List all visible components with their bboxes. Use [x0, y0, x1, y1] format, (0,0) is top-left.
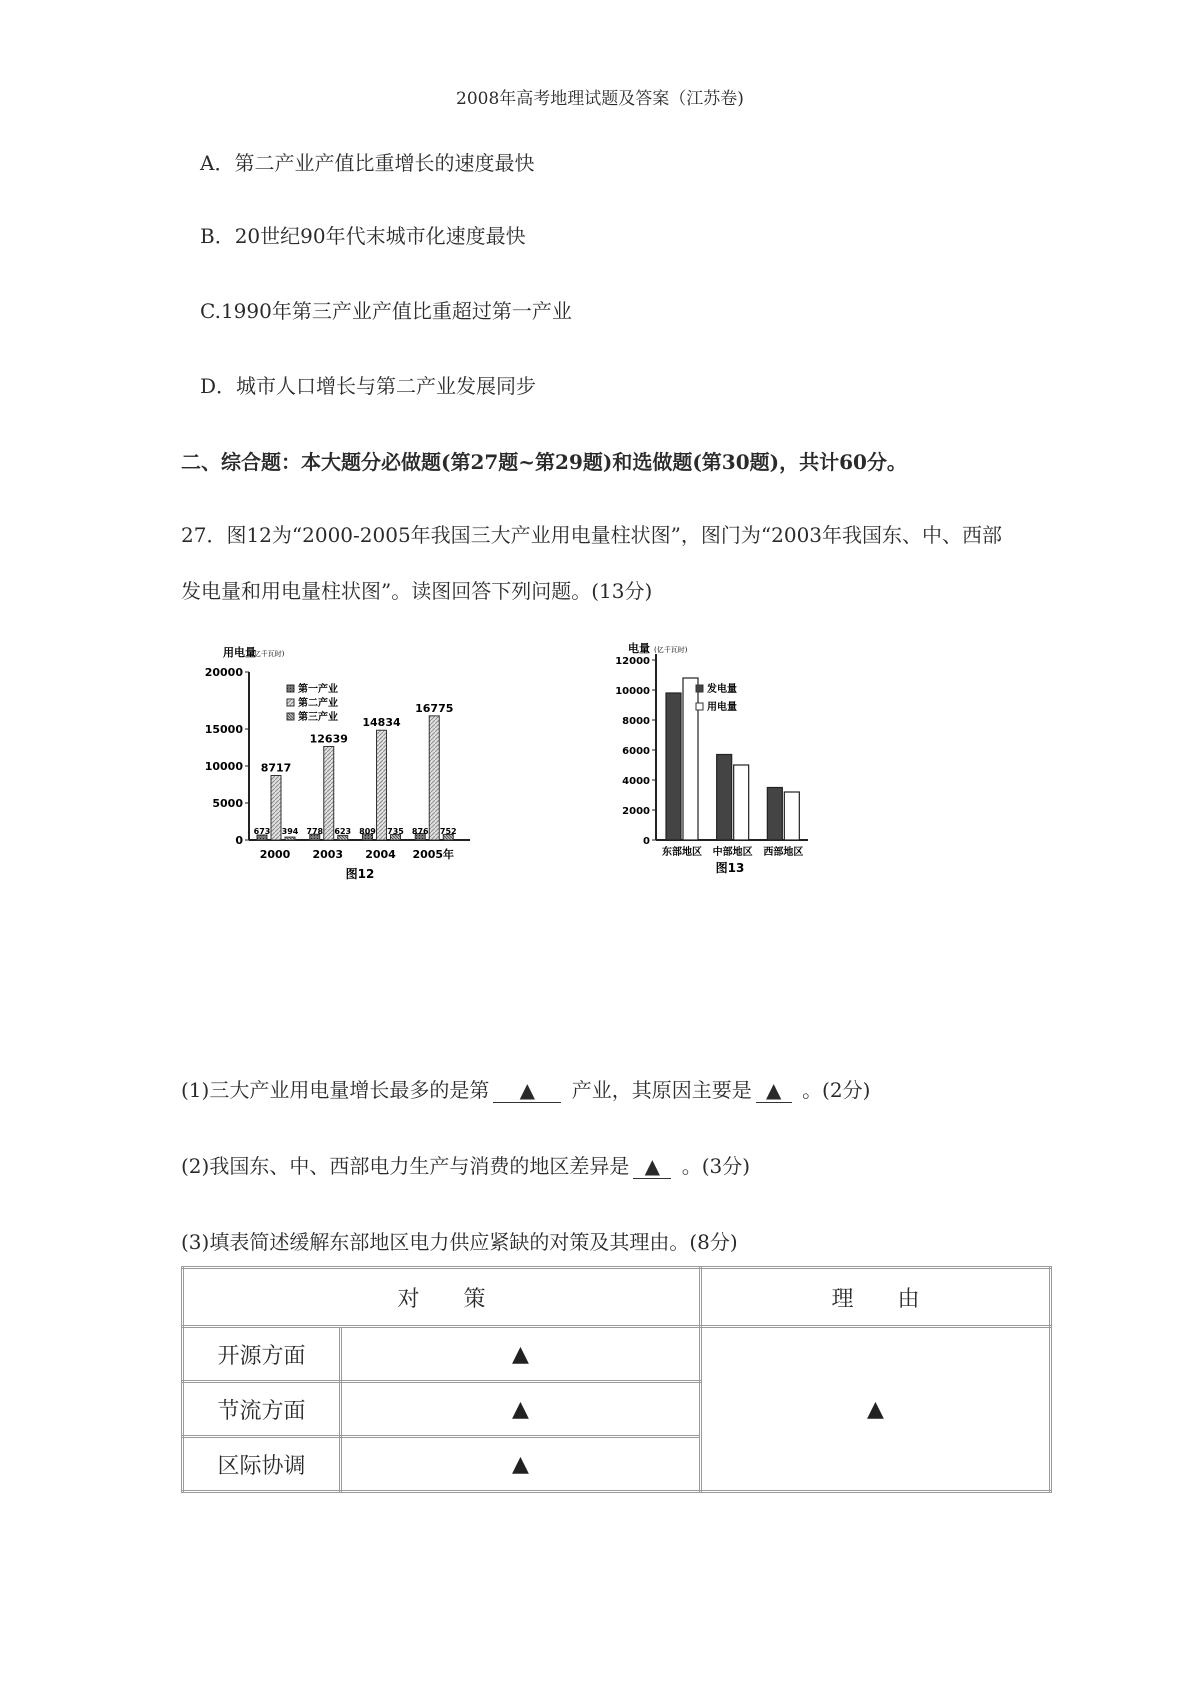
row-label-kaiyuan: 开源方面: [183, 1327, 341, 1382]
chart12-legend-label: 第二产业: [298, 698, 338, 709]
chart13-category-label: 西部地区: [763, 847, 804, 858]
chart12-data-label: 12639: [309, 732, 348, 746]
chart12-legend-swatch: [287, 713, 294, 720]
q1-blank-2[interactable]: ▲: [756, 1078, 792, 1103]
q1-suffix: 。(2分): [802, 1078, 871, 1102]
chart12-data-label: 778: [306, 827, 324, 836]
section-heading: 二、综合题：本大题分必做题(第27题~第29题)和选做题(第30题)，共计60分。: [181, 450, 907, 474]
chart12-bar: [338, 835, 348, 840]
row-value-kaiyuan[interactable]: ▲: [341, 1327, 701, 1382]
figure-13: [615, 640, 880, 940]
q1-blank-1[interactable]: ▲: [493, 1078, 561, 1103]
row-label-jieliu: 节流方面: [183, 1382, 341, 1437]
chart13-bar: [784, 792, 799, 840]
chart13-bar: [734, 765, 749, 840]
chart12-bar: [324, 746, 334, 840]
question-27-line1: 27．图12为“2000-2005年我国三大产业用电量柱状图”，图门为“2003年我国东、中、西部: [181, 523, 1003, 547]
chart12-title: 图12: [345, 867, 375, 881]
chart12-data-label: 876: [411, 827, 429, 836]
chart12-data-label: 14834: [362, 716, 401, 730]
chart12-category-label: 2000: [259, 848, 291, 861]
row-value-jieliu[interactable]: ▲: [341, 1382, 701, 1437]
chart13-yunit: (亿千瓦时): [654, 646, 688, 654]
chart13-bar: [767, 788, 782, 841]
chart12-data-label: 752: [439, 827, 457, 836]
table-header-strategy: 对 策: [183, 1268, 701, 1327]
chart12-bar: [429, 716, 439, 840]
reason-value[interactable]: ▲: [701, 1327, 1051, 1492]
figure-12: [204, 640, 535, 940]
q2-prefix: (2)我国东、中、西部电力生产与消费的地区差异是: [181, 1154, 630, 1178]
chart12-bar: [271, 775, 281, 840]
option-c: C.1990年第三产业产值比重超过第一产业: [200, 299, 572, 323]
chart12-legend-label: 第一产业: [298, 684, 338, 695]
chart13-legend-label: 用电量: [707, 702, 737, 713]
chart12-data-label: 8717: [260, 761, 292, 775]
row-label-quji: 区际协调: [183, 1437, 341, 1492]
sub-question-3: (3)填表简述缓解东部地区电力供应紧缺的对策及其理由。(8分): [181, 1230, 738, 1254]
chart12-bar: [377, 730, 387, 840]
chart12-data-label: 735: [387, 827, 404, 836]
sub-question-2: [181, 1150, 750, 1179]
chart12-data-label: 16775: [415, 701, 454, 715]
chart13-ytick-label: 2000: [622, 806, 650, 817]
table-header-reason: 理 由: [701, 1268, 1051, 1327]
chart13-ytick-label: 8000: [622, 716, 650, 727]
chart12-legend-swatch: [287, 685, 294, 692]
chart13-ytick-label: 0: [643, 836, 650, 847]
chart12-ytick-label: 10000: [204, 760, 243, 773]
chart13-ytick-label: 12000: [615, 656, 650, 667]
chart13-bar: [683, 678, 698, 840]
chart13-ytick-label: 4000: [622, 776, 650, 787]
chart12-category-label: 2005年: [412, 848, 455, 861]
strategy-table: [181, 1266, 1052, 1493]
figure-12-chart: [204, 640, 535, 940]
row-value-quji[interactable]: ▲: [341, 1437, 701, 1492]
chart13-title: 图13: [715, 861, 745, 875]
chart12-bar: [285, 837, 295, 840]
q1-middle: 产业，其原因主要是: [571, 1078, 752, 1102]
chart13-bar: [666, 693, 681, 840]
chart13-category-label: 东部地区: [662, 847, 702, 858]
chart13-ytick-label: 6000: [622, 746, 650, 757]
chart12-yunit: (亿千瓦时): [251, 650, 285, 658]
figure-13-chart: [615, 640, 880, 940]
chart12-category-label: 2003: [312, 848, 344, 861]
q2-blank[interactable]: ▲: [633, 1154, 671, 1179]
sub-question-1: [181, 1074, 870, 1103]
chart12-ytick-label: 20000: [204, 666, 243, 679]
chart13-legend-swatch: [696, 703, 703, 710]
question-27-line2: 发电量和用电量柱状图”。读图回答下列问题。(13分): [181, 579, 653, 603]
chart12-ytick-label: 5000: [212, 797, 243, 810]
chart12-data-label: 673: [253, 827, 271, 836]
chart13-ylabel: 电量: [628, 642, 650, 655]
option-a: A．第二产业产值比重增长的速度最快: [200, 151, 535, 175]
chart13-legend-swatch: [696, 685, 703, 692]
page-header: 2008年高考地理试题及答案（江苏卷): [456, 89, 744, 109]
q1-prefix: (1)三大产业用电量增长最多的是第: [181, 1078, 490, 1102]
q2-suffix: 。(3分): [681, 1154, 751, 1178]
chart12-data-label: 809: [359, 827, 376, 836]
chart13-bar: [717, 755, 732, 841]
chart13-category-label: 中部地区: [712, 847, 753, 858]
chart13-ytick-label: 10000: [615, 686, 650, 697]
chart12-legend-label: 第三产业: [298, 712, 338, 723]
chart12-ytick-label: 0: [235, 834, 243, 847]
chart12-ylabel: 用电量: [223, 646, 256, 659]
chart12-ytick-label: 15000: [204, 723, 243, 736]
option-b: B．20世纪90年代末城市化速度最快: [200, 224, 526, 248]
option-d: D．城市人口增长与第二产业发展同步: [200, 374, 537, 398]
chart12-data-label: 623: [334, 827, 352, 836]
chart12-legend-swatch: [287, 699, 294, 706]
chart13-legend-label: 发电量: [707, 684, 737, 695]
chart12-data-label: 394: [281, 827, 299, 836]
chart12-category-label: 2004: [365, 848, 396, 861]
